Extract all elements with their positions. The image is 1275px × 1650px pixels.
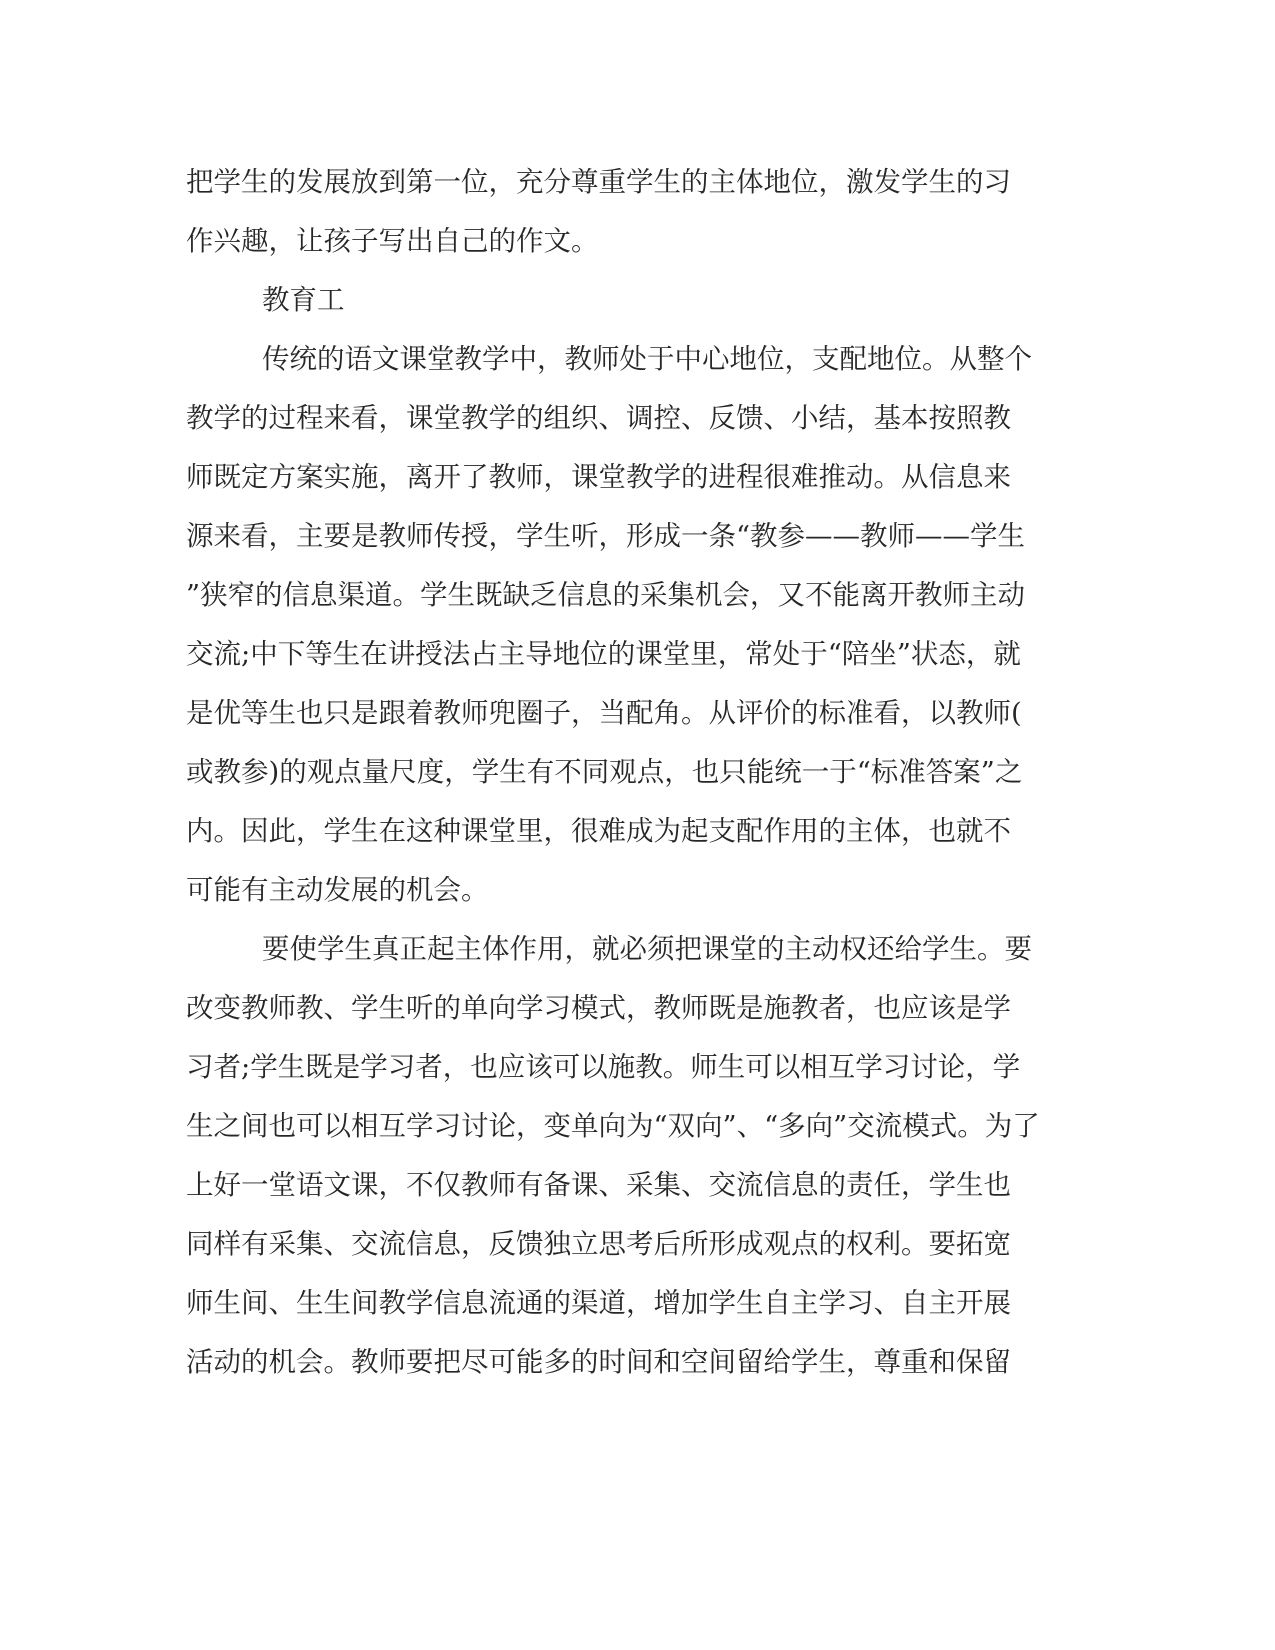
- text-line-21: 活动的机会。教师要把尽可能多的时间和空间留给学生，尊重和保留: [186, 1346, 1011, 1378]
- text-line-2: 作兴趣，让孩子写出自己的作文。: [186, 225, 599, 257]
- text-line-1: 把学生的发展放到第一位，充分尊重学生的主体地位，激发学生的习: [186, 166, 1011, 198]
- text-line-6: 师既定方案实施，离开了教师，课堂教学的进程很难推动。从信息来: [186, 461, 1011, 493]
- text-line-15: 改变教师教、学生听的单向学习模式，教师既是施教者，也应该是学: [186, 992, 1011, 1024]
- text-line-9: 交流;中下等生在讲授法占主导地位的课堂里，常处于“陪坐”状态，就: [186, 638, 1021, 670]
- text-line-5: 教学的过程来看，课堂教学的组织、调控、反馈、小结，基本按照教: [186, 402, 1011, 434]
- text-line-16: 习者;学生既是学习者，也应该可以施教。师生可以相互学习讨论，学: [186, 1051, 1021, 1083]
- text-line-4: 传统的语文课堂教学中，教师处于中心地位，支配地位。从整个: [262, 343, 1032, 375]
- text-line-17: 生之间也可以相互学习讨论，变单向为“双向”、“多向”交流模式。为了: [186, 1110, 1040, 1142]
- section-heading: 教育工: [262, 284, 345, 316]
- text-line-12: 内。因此，学生在这种课堂里，很难成为起支配作用的主体，也就不: [186, 815, 1011, 847]
- text-line-13: 可能有主动发展的机会。: [186, 874, 489, 906]
- text-line-10: 是优等生也只是跟着教师兜圈子，当配角。从评价的标准看，以教师(: [186, 697, 1022, 729]
- text-line-18: 上好一堂语文课，不仅教师有备课、采集、交流信息的责任，学生也: [186, 1169, 1011, 1201]
- text-line-11: 或教参)的观点量尺度，学生有不同观点，也只能统一于“标准答案”之: [186, 756, 1023, 788]
- text-line-20: 师生间、生生间教学信息流通的渠道，增加学生自主学习、自主开展: [186, 1287, 1011, 1319]
- text-line-7: 源来看，主要是教师传授，学生听，形成一条“教参——教师——学生: [186, 520, 1026, 552]
- text-line-19: 同样有采集、交流信息，反馈独立思考后所形成观点的权利。要拓宽: [186, 1228, 1011, 1260]
- text-line-14: 要使学生真正起主体作用，就必须把课堂的主动权还给学生。要: [262, 933, 1032, 965]
- text-line-8: ”狭窄的信息渠道。学生既缺乏信息的采集机会，又不能离开教师主动: [186, 579, 1026, 611]
